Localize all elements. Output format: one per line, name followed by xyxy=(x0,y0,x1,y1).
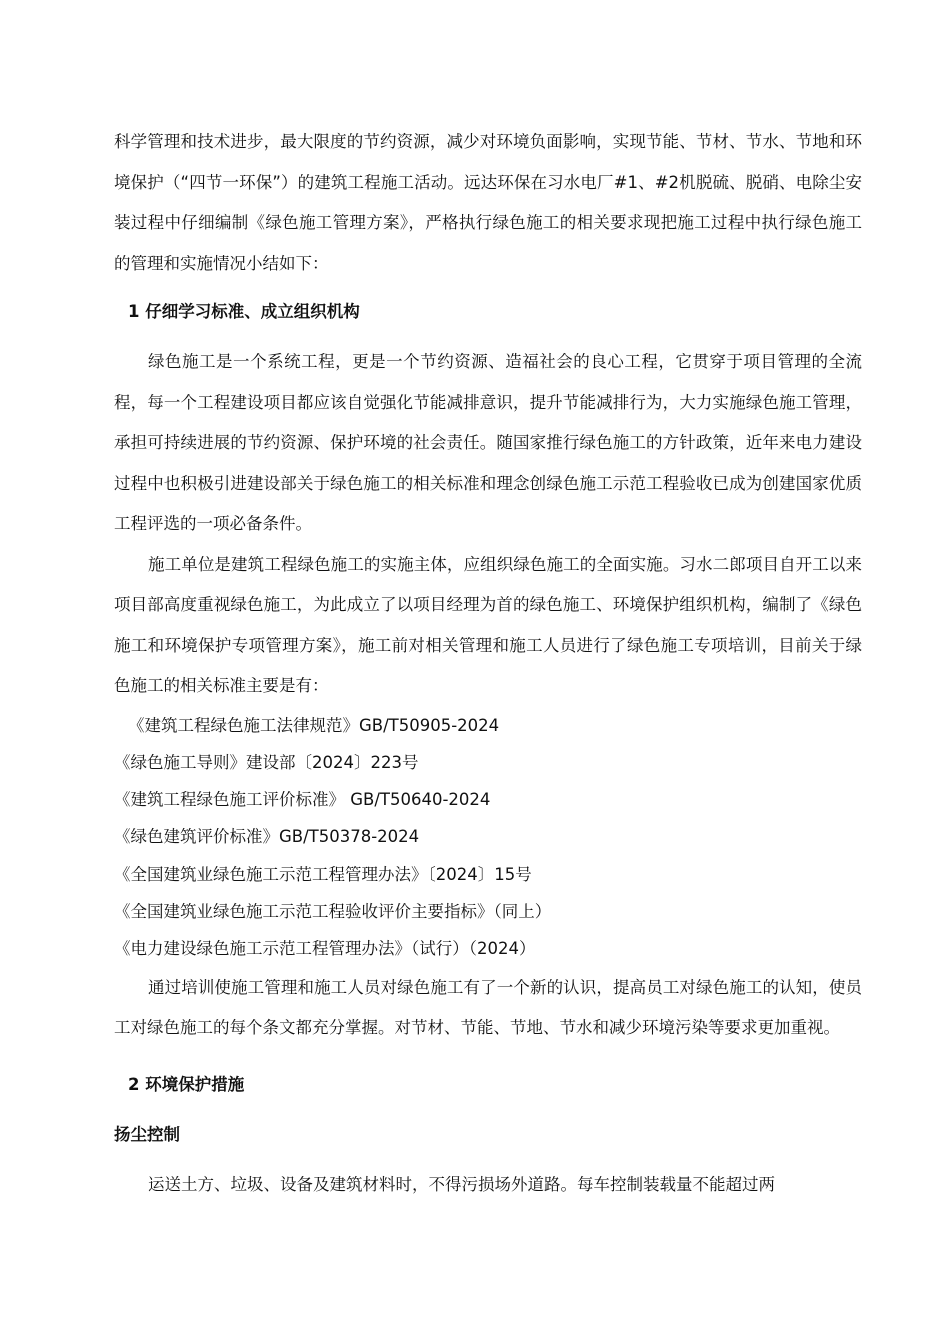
section-1-heading: 1 仔细学习标准、成立组织机构 xyxy=(128,302,360,321)
standard-item: 《绿色施工导则》建设部〔2024〕223号 xyxy=(114,752,419,772)
standard-item: 《建筑工程绿色施工评价标准》 GB/T50640-2024 xyxy=(114,790,491,810)
standard-item: 《绿色建筑评价标准》GB/T50378-2024 xyxy=(114,827,420,847)
standards-list xyxy=(114,707,862,968)
section-1-paragraph-1: 绿色施工是一个系统工程，更是一个节约资源、造福社会的良心工程，它贯穿于项目管理的全流程，每一个工程建设项目都应该自觉强化节能减排意识，提升节能减排行为，大力实施绿色施工管理，承担可持续进展的节约资源、保护环境的社会责任。随国家推行绿色施工的方针政策，近年来电力建设过程中也积极引进建设部关于绿色施工的相关标准和理念创绿色施工示范工程验收已成为创建国家优质工程评选的一项必备条件。 xyxy=(114,352,862,533)
standard-item: 《全国建筑业绿色施工示范工程验收评价主要指标》（同上） xyxy=(114,901,552,921)
section-2-heading: 2 环境保护措施 xyxy=(128,1074,245,1094)
standard-item: 《建筑工程绿色施工法律规范》GB/T50905-2024 xyxy=(128,715,500,735)
spacer xyxy=(114,1049,862,1057)
subsection-paragraph: 运送土方、垃圾、设备及建筑材料时，不得污损场外道路。每车控制装载量不能超过两 xyxy=(148,1174,775,1194)
intro-paragraph: 科学管理和技术进步，最大限度的节约资源，减少对环境负面影响，实现节能、节材、节水、节地和环境保护（“四节一环保”）的建筑工程施工活动。远达环保在习水电厂#1、#2机脱硫、脱硝、电除尘安装过程中仔细编制《绿色施工管理方案》，严格执行绿色施工的相关要求现把施工过程中执行绿色施工的管理和实施情况小结如下： xyxy=(114,132,862,273)
standard-item: 《电力建设绿色施工示范工程管理办法》（试行）（2024） xyxy=(114,939,536,959)
section-1-paragraph-2: 施工单位是建筑工程绿色施工的实施主体，应组织绿色施工的全面实施。习水二郎项目自开工以来项目部高度重视绿色施工，为此成立了以项目经理为首的绿色施工、环境保护组织机构，编制了《绿色施工和环境保护专项管理方案》，施工前对相关管理和施工人员进行了绿色施工专项培训，目前关于绿色施工的相关标准主要是有： xyxy=(114,554,862,695)
section-1-paragraph-3: 通过培训使施工管理和施工人员对绿色施工有了一个新的认识，提高员工对绿色施工的认知，使员工对绿色施工的每个条文都充分掌握。对节材、节能、节地、节水和减少环境污染等要求更加重视。 xyxy=(114,977,862,1038)
subsection-heading: 扬尘控制 xyxy=(114,1124,180,1144)
document-body xyxy=(114,122,862,1205)
standard-item: 《全国建筑业绿色施工示范工程管理办法》〔2024〕15号 xyxy=(114,864,532,884)
